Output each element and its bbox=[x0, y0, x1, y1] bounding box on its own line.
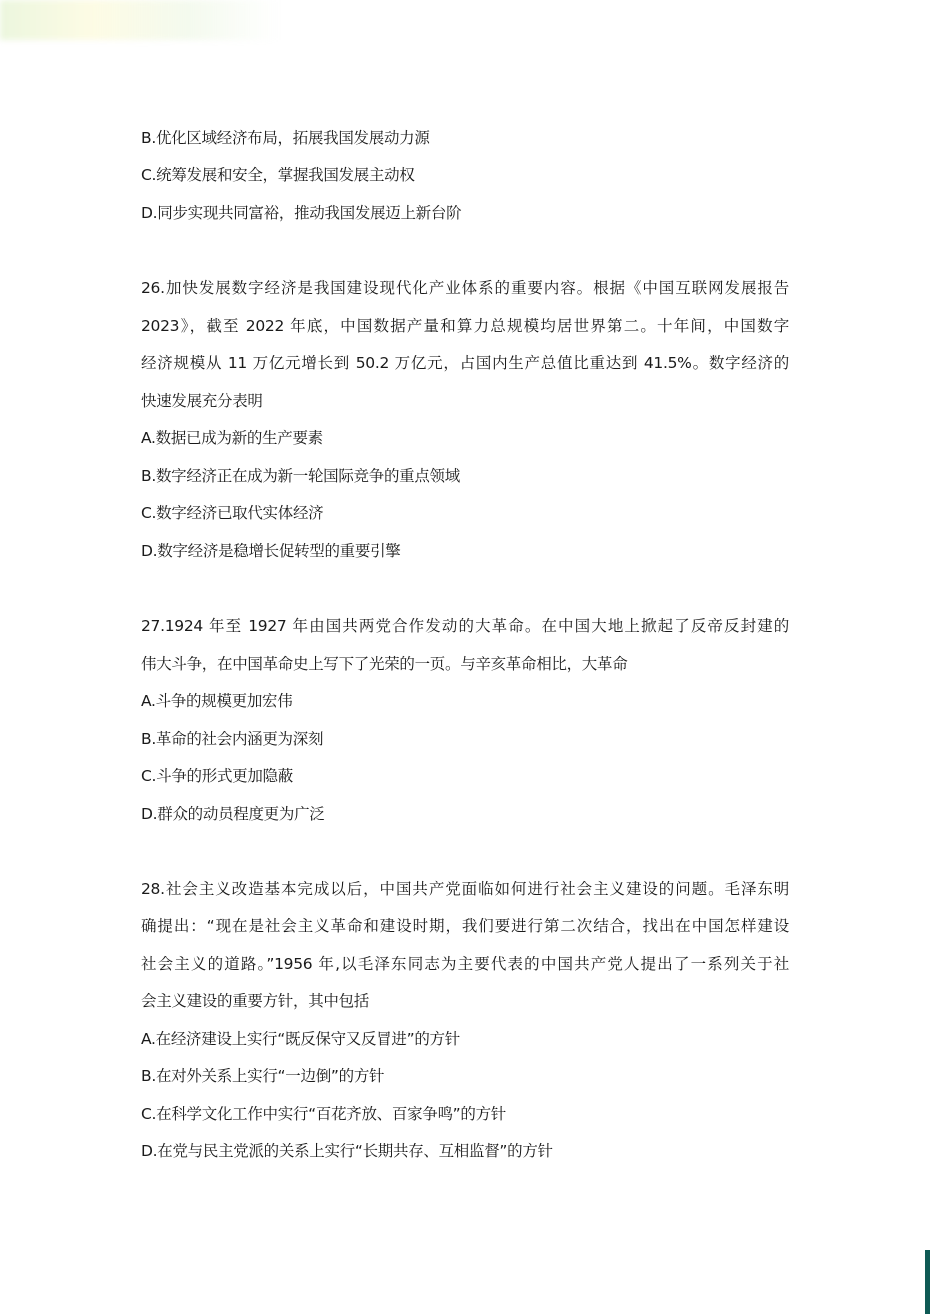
option-c: C.统筹发展和安全，掌握我国发展主动权 bbox=[141, 166, 415, 184]
option-b: B.革命的社会内涵更为深刻 bbox=[141, 730, 324, 748]
question-stem: 2023》，截至 2022 年底，中国数据产量和算力总规模均居世界第二。十年间，中国数字 bbox=[141, 317, 789, 335]
option-a: A.数据已成为新的生产要素 bbox=[141, 429, 323, 447]
question-stem: 27.1924 年至 1927 年由国共两党合作发动的大革命。在中国大地上掀起了反帝反封建的 bbox=[141, 617, 789, 635]
option-b: B.优化区域经济布局，拓展我国发展动力源 bbox=[141, 129, 430, 147]
option-a: A.斗争的规模更加宏伟 bbox=[141, 692, 293, 710]
option-b: B.数字经济正在成为新一轮国际竞争的重点领域 bbox=[141, 467, 460, 485]
option-d: D.群众的动员程度更为广泛 bbox=[141, 805, 325, 823]
option-b: B.在对外关系上实行“一边倒”的方针 bbox=[141, 1067, 385, 1085]
question-stem: 伟大斗争，在中国革命史上写下了光荣的一页。与辛亥革命相比，大革命 bbox=[141, 655, 628, 673]
option-c: C.数字经济已取代实体经济 bbox=[141, 504, 324, 522]
question-stem: 经济规模从 11 万亿元增长到 50.2 万亿元，占国内生产总值比重达到 41.5%。数字经济的 bbox=[141, 354, 789, 372]
option-c: C.在科学文化工作中实行“百花齐放、百家争鸣”的方针 bbox=[141, 1105, 507, 1123]
option-d: D.数字经济是稳增长促转型的重要引擎 bbox=[141, 542, 401, 560]
option-a: A.在经济建设上实行“既反保守又反冒进”的方针 bbox=[141, 1030, 460, 1048]
header-banner bbox=[0, 0, 280, 40]
question-stem: 社会主义的道路。”1956 年,以毛泽东同志为主要代表的中国共产党人提出了一系列关于社 bbox=[141, 955, 789, 973]
question-stem: 28.社会主义改造基本完成以后，中国共产党面临如何进行社会主义建设的问题。毛泽东明 bbox=[141, 880, 789, 898]
option-c: C.斗争的形式更加隐蔽 bbox=[141, 767, 293, 785]
page-edge-accent-bar bbox=[925, 1250, 930, 1314]
question-stem: 快速发展充分表明 bbox=[141, 392, 263, 410]
option-d: D.同步实现共同富裕，推动我国发展迈上新台阶 bbox=[141, 204, 462, 222]
option-d: D.在党与民主党派的关系上实行“长期共存、互相监督”的方针 bbox=[141, 1142, 553, 1160]
question-stem: 确提出：“现在是社会主义革命和建设时期，我们要进行第二次结合，找出在中国怎样建设 bbox=[141, 917, 789, 935]
question-stem: 会主义建设的重要方针，其中包括 bbox=[141, 992, 370, 1010]
question-stem: 26.加快发展数字经济是我国建设现代化产业体系的重要内容。根据《中国互联网发展报告 bbox=[141, 279, 789, 297]
